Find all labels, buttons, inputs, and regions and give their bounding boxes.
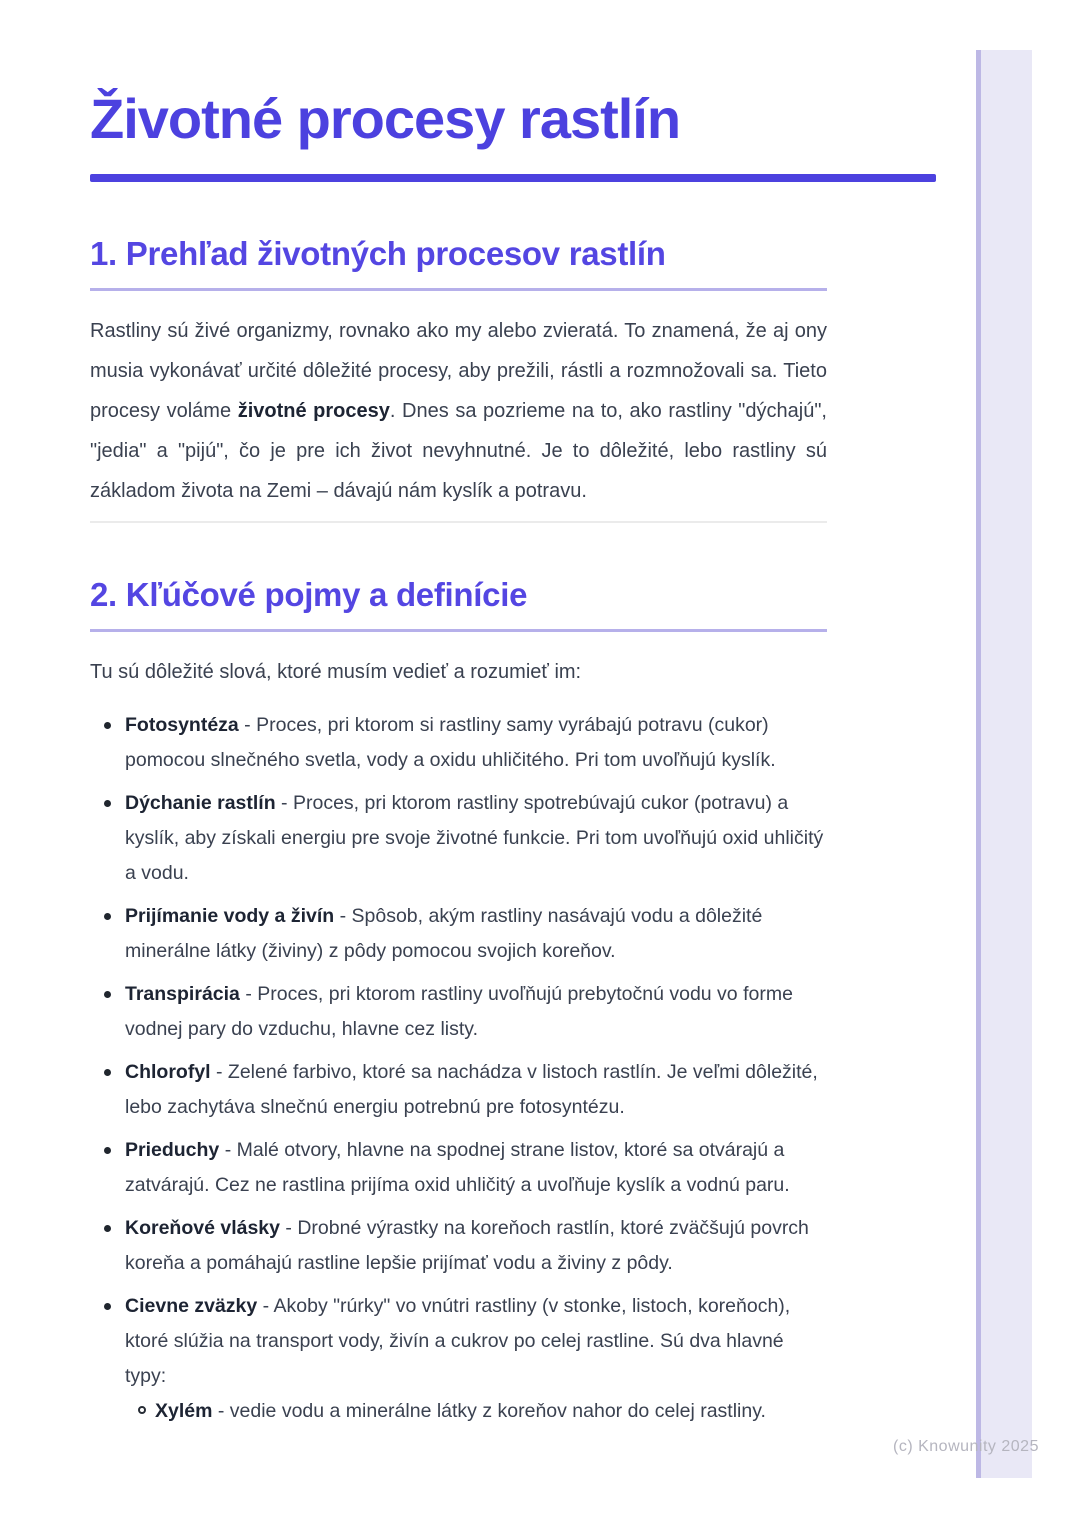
list-item [90,899,827,969]
term-definition: - vedie vodu a minerálne látky z koreňov nahor do celej rastliny. [212,1400,766,1422]
list-item [90,1055,827,1125]
term-name: Fotosyntéza [125,714,239,736]
sub-bullet-icon [138,1406,146,1414]
terms-intro: Tu sú dôležité slová, ktoré musím vedieť a rozumieť im: [90,661,582,683]
paragraph-text: Rastliny sú živé organizmy, rovnako ako my alebo zvieratá. To znamená, že aj ony musia vykonávať určité dôležité procesy, aby prežili, rástli a rozmnožovali sa. Tieto procesy voláme [90,320,827,422]
title-rule [90,174,936,182]
bullet-icon [104,722,111,729]
list-item [90,708,827,778]
page-title: Životné procesy rastlín [90,87,681,150]
term-entry [125,1211,827,1281]
term-name: Prieduchy [125,1139,220,1161]
term-name: Dýchanie rastlín [125,792,276,814]
term-name: Chlorofyl [125,1061,211,1083]
term-definition: - Proces, pri ktorom rastliny spotrebúvajú cukor (potravu) a kyslík, aby získali energiu pre svoje životné funkcie. Pri tom uvoľňujú oxid uhličitý a vodu. [125,792,824,884]
term-name: Xylém [155,1400,213,1422]
term-entry [125,1055,827,1125]
term-definition: - Proces, pri ktorom rastliny uvoľňujú prebytočnú vodu vo forme vodnej pary do vzduchu, hlavne cez listy. [125,983,793,1040]
section-divider [90,521,827,523]
bullet-icon [104,991,111,998]
term-entry [125,708,827,778]
term-entry [125,1289,827,1429]
section-heading-1: 1. Prehľad životných procesov rastlín [90,234,827,291]
term-definition: - Malé otvory, hlavne na spodnej strane listov, ktoré sa otvárajú a zatvárajú. Cez ne rastlina prijíma oxid uhličitý a uvoľňuje kyslík a vodnú paru. [125,1139,790,1196]
term-entry [125,786,827,891]
section-heading-2: 2. Kľúčové pojmy a definície [90,575,827,632]
term-definition: - Zelené farbivo, ktoré sa nachádza v listoch rastlín. Je veľmi dôležité, lebo zachytáva slnečnú energiu potrebnú pre fotosyntézu. [125,1061,818,1118]
term-entry [125,977,827,1047]
list-item [90,786,827,891]
term-name: Transpirácia [125,983,240,1005]
term-name: Cievne zväzky [125,1295,258,1317]
term-entry [125,1133,827,1203]
page-edge-strip [976,50,1032,1478]
bullet-icon [104,1303,111,1310]
term-name: Koreňové vlásky [125,1217,281,1239]
sub-terms-list [125,1394,827,1429]
bullet-icon [104,1069,111,1076]
paragraph-text: . Dnes sa pozrieme na to, ako rastliny "dýchajú", "jedia" a "pijú", čo je pre ich život nevyhnutné. Je to dôležité, lebo rastliny sú základom života na Zemi – dávajú nám kyslík a potravu. [90,400,827,502]
bullet-icon [104,1225,111,1232]
list-item [90,1133,827,1203]
watermark: (c) Knowunity 2025 [893,1438,1039,1455]
term-definition: - Akoby "rúrky" vo vnútri rastliny (v stonke, listoch, koreňoch), ktoré slúžia na transport vody, živín a cukrov po celej rastline. Sú dva hlavné typy: [125,1295,791,1387]
term-entry [125,899,827,969]
bullet-icon [104,913,111,920]
term-definition: - Spôsob, akým rastliny nasávajú vodu a dôležité minerálne látky (živiny) z pôdy pomocou svojich koreňov. [125,905,763,962]
paragraph-bold-term: životné procesy [237,400,390,422]
term-definition: - Proces, pri ktorom si rastliny samy vyrábajú potravu (cukor) pomocou slnečného svetla, vody a oxidu uhličitého. Pri tom uvoľňujú kyslík. [125,714,776,771]
document-content [90,0,827,1437]
list-item [90,1211,827,1281]
section-1-paragraph [90,311,827,511]
list-item [90,977,827,1047]
term-entry [155,1394,827,1429]
list-item [90,1289,827,1429]
term-definition: - Drobné výrastky na koreňoch rastlín, ktoré zväčšujú povrch koreňa a pomáhajú rastline lepšie prijímať vodu a živiny z pôdy. [125,1217,809,1274]
sub-list-item [125,1394,827,1429]
terms-list [90,708,827,1429]
term-name: Prijímanie vody a živín [125,905,335,927]
bullet-icon [104,1147,111,1154]
bullet-icon [104,800,111,807]
